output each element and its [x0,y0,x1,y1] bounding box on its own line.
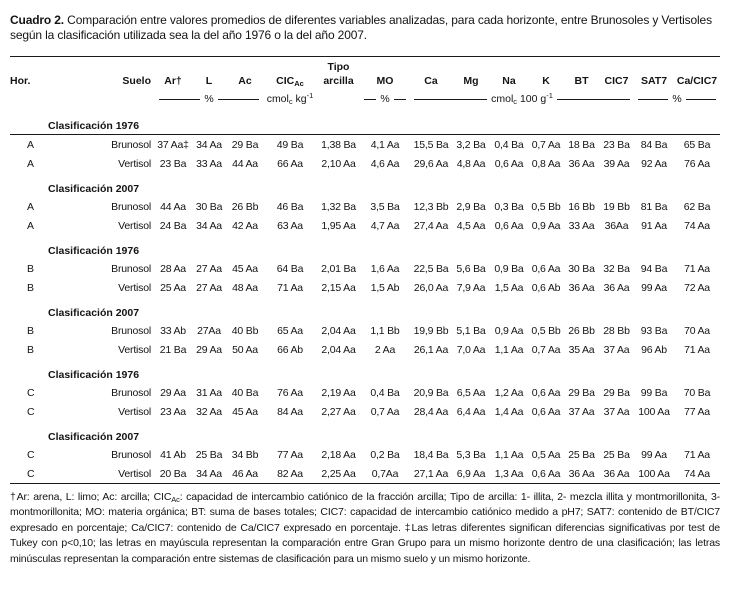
value-cell: 0,7Aa [371,467,399,480]
col-header-ac: Ac [238,74,252,87]
value-cell: 26 Bb [568,324,595,337]
section-label: Clasificación 2007 [48,183,140,195]
dash-line [364,99,376,100]
value-cell: 30 Ba [568,262,595,275]
value-cell: 1,2 Aa [494,386,524,399]
section-label-row [10,118,720,134]
soil-cell: Brunosol [111,262,151,275]
value-cell: 15,5 Ba [413,138,449,151]
value-cell: 0,6 Ab [531,281,561,294]
value-cell: 96 Ab [641,343,667,356]
value-cell: 3,2 Ba [456,138,486,151]
value-cell: 29 Ba [568,386,595,399]
value-cell: 0,7 Aa [531,138,561,151]
value-cell: 7,9 Aa [456,281,486,294]
value-cell: 2,04 Aa [321,324,356,337]
horizon-cell: B [27,262,34,275]
percent-unit: % [672,93,682,105]
value-cell: 29,6 Aa [413,157,449,170]
horizon-cell: A [27,157,34,170]
value-cell: 1,3 Aa [494,467,524,480]
value-cell: 45 Aa [232,262,258,275]
value-cell: 70 Aa [684,324,710,337]
value-cell: 34 Aa [196,138,222,151]
units-row [10,88,720,110]
value-cell: 1,5 Ab [370,281,400,294]
value-cell: 76 Aa [684,157,710,170]
value-cell: 2,15 Aa [321,281,356,294]
value-cell: 2 Aa [374,343,396,356]
section-label: Clasificación 1976 [48,369,140,381]
value-cell: 2,10 Aa [321,157,356,170]
col-header-suelo: Suelo [122,74,151,87]
value-cell: 27 Aa [196,281,222,294]
section-label: Clasificación 1976 [48,245,140,257]
value-cell: 28 Bb [603,324,630,337]
value-cell: 25 Ba [195,448,223,461]
value-cell: 41 Ab [160,448,186,461]
footnote-part2: : capacidad de intercambio catiónico de la fracción arcilla; Tipo de arcilla: 1- illita, 2- mezcla illita y montmorillonita, 3- montmorillonita; MO: materia orgánica; BT: suma de bases totales; CIC7: capacidad de intercambio catiónico medido a pH7; SAT7: contenido de BT/CIC7 expresado en porcentaje; Ca/CIC7: contenido de Ca/CIC7 expresado en porcentaje. ‡Las letras diferentes significan diferencias significativas por test de Tukey con p<0,10; las letras en mayúscula representan la comparación entre Gran Grupo para un mismo horizonte dentro de una clasificación; las letras minúsculas representan la comparación entre sistemas de clasificación para un mismo suelo y un mismo horizonte. [10,491,720,565]
value-cell: 29 Aa [196,343,222,356]
value-cell: 66 Ab [277,343,303,356]
value-cell: 0,5 Bb [531,324,561,337]
value-cell: 36 Aa [603,281,630,294]
value-cell: 65 Aa [277,324,303,337]
value-cell: 4,5 Aa [456,219,486,232]
dash-line [557,99,630,100]
value-cell: 0,4 Ba [494,138,524,151]
horizon-cell: A [27,138,34,151]
value-cell: 65 Ba [683,138,711,151]
col-header-hor: Hor. [10,74,31,87]
value-cell: 76 Aa [277,386,303,399]
col-header-mo: MO [376,74,394,87]
table-row [10,197,720,216]
units-cmol-kg [263,93,317,105]
value-cell: 32 Ba [603,262,630,275]
value-cell: 5,1 Ba [456,324,486,337]
footnote-cic-subscript: Ac [171,495,180,504]
soil-cell: Vertisol [118,467,151,480]
value-cell: 33 Ab [160,324,186,337]
table-row [10,154,720,173]
value-cell: 37 Aa [603,405,630,418]
value-cell: 42 Aa [232,219,258,232]
value-cell: 16 Bb [568,200,595,213]
value-cell: 25 Ba [568,448,595,461]
value-cell: 0,9 Aa [494,324,524,337]
value-cell: 31 Aa [196,386,222,399]
value-cell: 36 Aa [568,281,595,294]
value-cell: 92 Aa [641,157,667,170]
dash-line [638,99,668,100]
value-cell: 34 Aa [196,219,222,232]
table-footnote [10,490,720,567]
value-cell: 66 Aa [277,157,303,170]
col-header-ar: Ar† [164,74,182,87]
value-cell: 28,4 Aa [413,405,449,418]
col-header-l: L [205,74,213,87]
value-cell: 71 Aa [684,262,710,275]
value-cell: 23 Ba [603,138,630,151]
value-cell: 18 Ba [568,138,595,151]
value-cell: 0,7 Aa [531,343,561,356]
soil-cell: Brunosol [111,138,151,151]
value-cell: 19,9 Bb [413,324,449,337]
value-cell: 1,1 Bb [370,324,400,337]
col-header-tipo-top: Tipo [327,60,350,73]
section-label: Clasificación 2007 [48,431,140,443]
col-header-na: Na [502,74,516,87]
value-cell: 27Aa [197,324,221,337]
value-cell: 4,6 Aa [370,157,400,170]
value-cell: 2,25 Aa [321,467,356,480]
value-cell: 1,1 Aa [494,448,524,461]
value-cell: 0,8 Aa [531,157,561,170]
value-cell: 1,6 Aa [370,262,400,275]
value-cell: 4,1 Aa [370,138,400,151]
value-cell: 0,6 Aa [531,262,561,275]
value-cell: 27,4 Aa [413,219,449,232]
value-cell: 2,27 Aa [321,405,356,418]
col-header-cic-ac [263,75,317,87]
value-cell: 99 Aa [641,448,667,461]
header-row-tipo [10,60,720,73]
value-cell: 39 Aa [603,157,630,170]
value-cell: 1,1 Aa [494,343,524,356]
value-cell: 82 Aa [277,467,303,480]
col-header-ca-cic7: Ca/CIC7 [676,74,718,87]
value-cell: 23 Aa [160,405,186,418]
value-cell: 24 Ba [159,219,187,232]
value-cell: 37 Aa [568,405,595,418]
value-cell: 26,1 Aa [413,343,449,356]
table-row [10,383,720,402]
value-cell: 36 Aa [568,157,595,170]
value-cell: 74 Aa [684,467,710,480]
value-cell: 99 Ba [640,386,668,399]
value-cell: 2,18 Aa [321,448,356,461]
caption-number: Cuadro 2. [10,13,64,27]
value-cell: 70 Ba [683,386,711,399]
value-cell: 49 Ba [276,138,304,151]
value-cell: 0,2 Ba [370,448,400,461]
value-cell: 1,4 Aa [494,405,524,418]
section-label-row [10,367,720,383]
table-row [10,445,720,464]
cic-base: CIC [276,74,295,87]
table-row [10,278,720,297]
value-cell: 99 Aa [641,281,667,294]
soil-cell: Brunosol [111,324,151,337]
section-label-row [10,429,720,445]
section-label-row [10,181,720,197]
value-cell: 46 Ba [276,200,304,213]
value-cell: 0,5 Aa [531,448,561,461]
value-cell: 62 Ba [683,200,711,213]
value-cell: 81 Ba [640,200,668,213]
value-cell: 22,5 Ba [413,262,449,275]
value-cell: 94 Ba [640,262,668,275]
value-cell: 2,04 Aa [321,343,356,356]
value-cell: 37 Aa [603,343,630,356]
value-cell: 29 Ba [231,138,259,151]
units-cmol-100g [410,93,634,105]
dash-line [414,99,487,100]
value-cell: 0,9 Aa [531,219,561,232]
value-cell: 25 Aa [160,281,186,294]
table-row [10,464,720,483]
value-cell: 20 Ba [159,467,187,480]
dash-line [159,99,200,100]
value-cell: 44 Aa [232,157,258,170]
table-row [10,259,720,278]
value-cell: 21 Ba [159,343,187,356]
section-label: Clasificación 1976 [48,120,140,132]
table-row [10,321,720,340]
value-cell: 46 Aa [232,467,258,480]
horizon-cell: B [27,343,34,356]
value-cell: 34 Aa [196,467,222,480]
table-row [10,216,720,235]
section-label-row [10,243,720,259]
value-cell: 0,5 Bb [531,200,561,213]
horizon-cell: C [27,467,35,480]
value-cell: 25 Ba [603,448,630,461]
value-cell: 35 Aa [568,343,595,356]
dash-line [394,99,406,100]
value-cell: 72 Aa [684,281,710,294]
col-header-tipo-arcilla: arcilla [323,74,354,87]
value-cell: 45 Aa [232,405,258,418]
value-cell: 71 Aa [277,281,303,294]
value-cell: 0,6 Aa [531,386,561,399]
value-cell: 0,6 Aa [494,157,524,170]
dash-line [686,99,716,100]
value-cell: 34 Bb [231,448,259,461]
horizon-cell: B [27,281,34,294]
value-cell: 71 Aa [684,448,710,461]
value-cell: 32 Aa [196,405,222,418]
value-cell: 1,5 Aa [494,281,524,294]
value-cell: 30 Ba [195,200,223,213]
value-cell: 29 Aa [160,386,186,399]
caption-text: Comparación entre valores promedios de diferentes variables analizadas, para cada horizonte, entre Brunosoles y Vertisoles según la clasificación utilizada sea la del año 1976 o la del año 2007. [10,13,712,42]
horizon-cell: C [27,405,35,418]
horizon-cell: C [27,448,35,461]
value-cell: 50 Aa [232,343,258,356]
units-sat [634,93,720,105]
value-cell: 6,9 Aa [456,467,486,480]
col-header-sat7: SAT7 [640,74,668,87]
value-cell: 0,9 Ba [494,262,524,275]
value-cell: 0,6 Aa [531,467,561,480]
table-row [10,135,720,154]
value-cell: 2,9 Ba [456,200,486,213]
table-row [10,402,720,421]
value-cell: 93 Ba [640,324,668,337]
col-header-cic7: CIC7 [604,74,629,87]
value-cell: 6,4 Aa [456,405,486,418]
value-cell: 5,3 Ba [456,448,486,461]
value-cell: 84 Aa [277,405,303,418]
value-cell: 23 Ba [159,157,187,170]
value-cell: 36Aa [604,219,629,232]
value-cell: 71 Aa [684,343,710,356]
value-cell: 100 Aa [638,467,670,480]
table-bottom-rule [10,483,720,484]
table-top-rule [10,56,720,57]
value-cell: 5,6 Ba [456,262,486,275]
soil-cell: Brunosol [111,386,151,399]
soil-cell: Brunosol [111,448,151,461]
soil-cell: Vertisol [118,281,151,294]
value-cell: 48 Aa [232,281,258,294]
units-granulometry [155,93,263,105]
value-cell: 64 Ba [276,262,304,275]
value-cell: 0,7 Aa [370,405,400,418]
value-cell: 0,3 Ba [494,200,524,213]
footnote-part1: †Ar: arena, L: limo; Ac: arcilla; CIC [10,491,172,503]
value-cell: 37 Aa‡ [157,138,189,151]
col-header-mg: Mg [463,74,479,87]
value-cell: 77 Aa [684,405,710,418]
value-cell: 40 Bb [231,324,259,337]
value-cell: 33 Aa [196,157,222,170]
header-row [10,73,720,88]
value-cell: 91 Aa [641,219,667,232]
soil-cell: Vertisol [118,405,151,418]
value-cell: 100 Aa [638,405,670,418]
value-cell: 28 Aa [160,262,186,275]
value-cell: 7,0 Aa [456,343,486,356]
value-cell: 84 Ba [640,138,668,151]
cmol-100g-unit: cmol$_c$ 100 $g^{-1}$ [491,91,553,106]
horizon-cell: A [27,200,34,213]
col-header-ca: Ca [424,74,438,87]
percent-unit: % [380,93,390,105]
value-cell: 29 Ba [603,386,630,399]
value-cell: 40 Ba [231,386,259,399]
section-label: Clasificación 2007 [48,307,140,319]
value-cell: 0,4 Ba [370,386,400,399]
table-caption [10,13,720,43]
percent-unit: % [204,93,214,105]
soil-cell: Vertisol [118,343,151,356]
table-row [10,340,720,359]
horizon-cell: A [27,219,34,232]
horizon-cell: B [27,324,34,337]
value-cell: 33 Aa [568,219,595,232]
soil-cell: Brunosol [111,200,151,213]
value-cell: 2,01 Ba [321,262,356,275]
value-cell: 1,32 Ba [321,200,356,213]
horizon-cell: C [27,386,35,399]
value-cell: 1,95 Aa [321,219,356,232]
value-cell: 4,8 Aa [456,157,486,170]
value-cell: 12,3 Bb [413,200,449,213]
value-cell: 0,6 Aa [494,219,524,232]
table-body [10,118,720,483]
value-cell: 74 Aa [684,219,710,232]
col-header-bt: BT [574,74,589,87]
value-cell: 27 Aa [196,262,222,275]
section-label-row [10,305,720,321]
value-cell: 4,7 Aa [370,219,400,232]
value-cell: 36 Aa [603,467,630,480]
value-cell: 2,19 Aa [321,386,356,399]
value-cell: 19 Bb [603,200,630,213]
cmol-kg-unit: cmol$_c$ $kg^{-1}$ [266,91,314,106]
value-cell: 63 Aa [277,219,303,232]
value-cell: 6,5 Aa [456,386,486,399]
value-cell: 1,38 Ba [321,138,356,151]
value-cell: 0,6 Aa [531,405,561,418]
value-cell: 44 Aa [160,200,186,213]
cic-subscript: Ac [294,78,304,88]
dash-line [218,99,259,100]
soil-cell: Vertisol [118,219,151,232]
value-cell: 26,0 Aa [413,281,449,294]
value-cell: 20,9 Ba [413,386,449,399]
value-cell: 26 Bb [231,200,259,213]
value-cell: 36 Aa [568,467,595,480]
value-cell: 18,4 Ba [413,448,449,461]
value-cell: 27,1 Aa [413,467,449,480]
value-cell: 77 Aa [277,448,303,461]
value-cell: 3,5 Ba [370,200,400,213]
soil-cell: Vertisol [118,157,151,170]
col-header-k: K [542,74,550,87]
units-mo [360,93,410,105]
